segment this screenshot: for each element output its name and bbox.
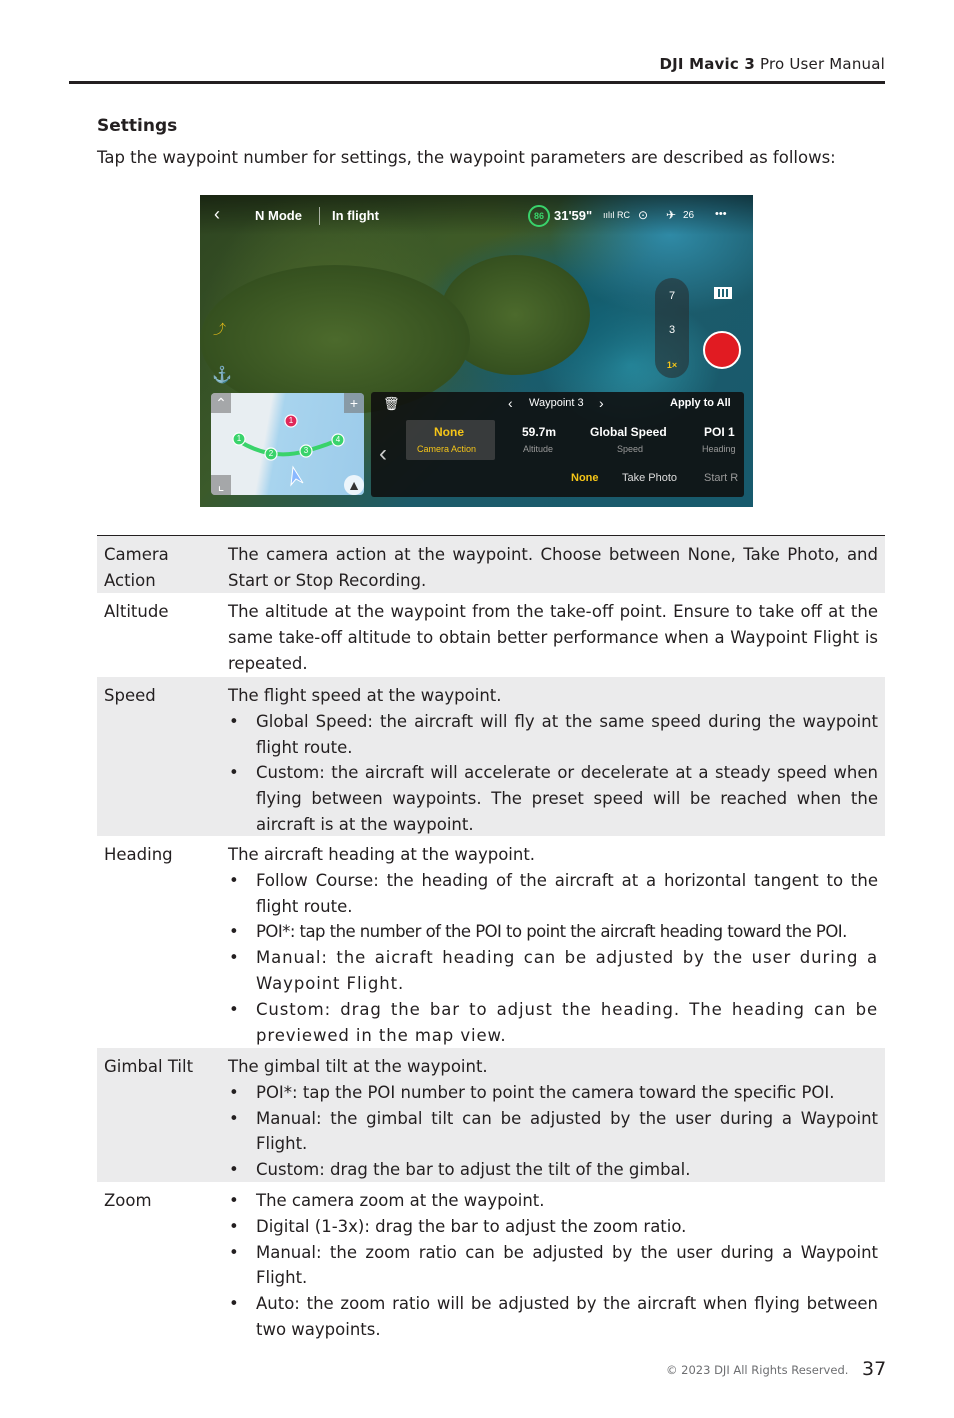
altitude-value[interactable]: 59.7m [522,425,557,439]
poi-number: 1 [288,416,294,425]
row-name: Altitude [104,602,169,621]
satellite-count: 26 [683,210,695,221]
row-description [221,1182,885,1342]
zoom-level[interactable]: 7 [668,290,676,302]
option-clip [703,470,744,488]
bullet-item: • Follow Course: the heading of the aircraft at a horizontal tangent to the flight route. [228,868,878,920]
apply-to-all-button[interactable]: Apply to All [670,397,731,409]
bullet-item: • POI*: tap the number of the POI to point the aircraft heading toward the POI. [228,919,878,945]
waypoint-number: 2 [268,449,274,458]
route-line [239,437,339,454]
row-name: Zoom [104,1191,152,1210]
bullet-item: • Digital (1-3x): drag the bar to adjust the zoom ratio. [228,1214,878,1240]
waypoint-number: 1 [236,434,242,443]
landing-icon[interactable]: ⚓ [212,367,232,384]
row-description: The aircraft heading at the waypoint. • Follow Course: the heading of the aircraft at a horizontal tangent to the flight route. • POI*: tap the number of the POI to point the aircraft heading toward the POI. • Manual: the aicraft heading can be adjusted by the user during a Waypoint Flight. • Custom: drag the bar to adjust the heading. The heading can be previewed in the map view. [221,836,885,1048]
table-row [97,677,885,836]
route-svg [211,393,364,495]
table-row [97,1182,885,1342]
camera-action-value[interactable]: None [434,425,464,439]
vision-icon: ⊙ [638,208,649,222]
table-row [97,836,885,1048]
page-header [69,53,885,84]
satellite-icon: ✈ [666,208,677,222]
row-name: Gimbal Tilt [104,1057,194,1076]
collapse-icon[interactable]: ‹ [379,440,387,467]
option-start-recording[interactable]: Start R [704,472,739,484]
row-description: The gimbal tilt at the waypoint. • POI*: tap the POI number to point the camera toward the specific POI. • Manual: the gimbal tilt can be adjusted by the user during a Waypoint Flight. • Custom: drag the bar to adjust the tilt of the gimbal. [221,1048,885,1182]
aircraft-icon [291,467,303,485]
zoom-level[interactable]: 3 [668,324,676,336]
bullet-item: • The camera zoom at the waypoint. [228,1188,878,1214]
altitude-label: Altitude [523,444,554,454]
bullet-item: • Custom: drag the bar to adjust the heading. The heading can be previewed in the map view. [228,997,878,1049]
intro-text: Tap the waypoint number for settings, the waypoint parameters are described as follows: [97,148,836,167]
speed-value[interactable]: Global Speed [590,425,667,439]
bullet-item: • Custom: the aircraft will accelerate or decelerate at a steady speed when flying between waypoints. The preset speed will be reached when the aircraft is at the waypoint. [228,760,878,837]
map-expand-icon[interactable]: ⌞ [211,475,231,495]
heading-label: Heading [702,444,736,454]
bullet-item: • Manual: the aicraft heading can be adjusted by the user during a Waypoint Flight. [228,945,878,997]
flight-status: In flight [332,208,379,223]
separator [319,207,320,225]
row-name: Speed [104,686,156,705]
table-row [97,536,885,593]
compass-icon[interactable]: ⌃ [211,393,231,413]
waypoint-settings-panel [371,392,744,497]
header-title: DJI Mavic 3 Pro User Manual [659,55,885,73]
copyright: © 2023 DJI All Rights Reserved. [666,1363,849,1377]
bullet-item: • Manual: the gimbal tilt can be adjusted by the user during a Waypoint Flight. [228,1106,878,1158]
waypoint-label: Waypoint 3 [529,397,584,409]
bullet-item: • Manual: the zoom ratio can be adjusted by the user during a Waypoint Flight. [228,1240,878,1292]
bullet-item: • Custom: drag the bar to adjust the tilt of the gimbal. [228,1157,878,1183]
page-number: 37 [862,1358,887,1380]
return-home-icon[interactable]: ⤴ [213,322,227,337]
battery-icon: 86 [528,205,550,227]
app-screenshot [200,195,753,507]
next-waypoint-icon[interactable]: › [599,395,604,411]
back-icon[interactable]: ‹ [214,204,220,224]
speed-label: Speed [617,444,644,454]
camera-action-label: Camera Action [417,444,477,454]
top-status-bar [200,195,753,235]
prev-waypoint-icon[interactable]: ‹ [508,395,513,411]
mini-map[interactable] [211,393,364,495]
heading-value[interactable]: POI 1 [704,425,735,439]
row-name: Camera Action [104,545,169,590]
row-name: Heading [104,845,173,864]
bullet-item: • POI*: tap the POI number to point the camera toward the specific POI. [228,1080,878,1106]
option-none[interactable]: None [571,472,599,484]
add-icon[interactable]: + [344,393,364,413]
bullet-item: • Auto: the zoom ratio will be adjusted by the aircraft when flying between two waypoints. [228,1291,878,1343]
flight-time: 31'59" [554,208,593,223]
signal-icon: ıılıl RC [603,210,630,220]
delete-icon[interactable]: 🗑 [383,396,400,411]
row-description: The camera action at the waypoint. Choose between None, Take Photo, and Start or Stop Recording. [228,545,878,590]
flight-mode: N Mode [255,208,302,223]
zoom-bar[interactable] [655,278,689,378]
record-button[interactable] [703,331,741,369]
video-mode-icon[interactable] [714,287,732,299]
parameter-table [97,535,885,1342]
zoom-level-selected[interactable]: 1× [666,360,678,370]
table-row [97,593,885,677]
heading-clip [701,422,744,462]
waypoint-number: 3 [303,446,309,455]
locate-icon[interactable]: ▲ [344,475,364,495]
table-row [97,1048,885,1182]
section-title: Settings [97,116,178,136]
option-take-photo[interactable]: Take Photo [622,472,678,484]
more-icon[interactable]: ••• [715,208,727,220]
waypoint-number: 4 [335,435,341,444]
row-description: The altitude at the waypoint from the take-off point. Ensure to take off at the same take-off altitude to obtain better performance when a Waypoint Flight is repeated. [228,602,878,673]
row-description: The flight speed at the waypoint. • Global Speed: the aircraft will fly at the same speed during the waypoint flight route. • Custom: the aircraft will accelerate or decelerate at a steady speed when flying between waypoints. The preset speed will be reached when the aircraft is at the waypoint. [221,677,885,836]
bullet-item: • Global Speed: the aircraft will fly at the same speed during the waypoint flight route. [228,709,878,761]
